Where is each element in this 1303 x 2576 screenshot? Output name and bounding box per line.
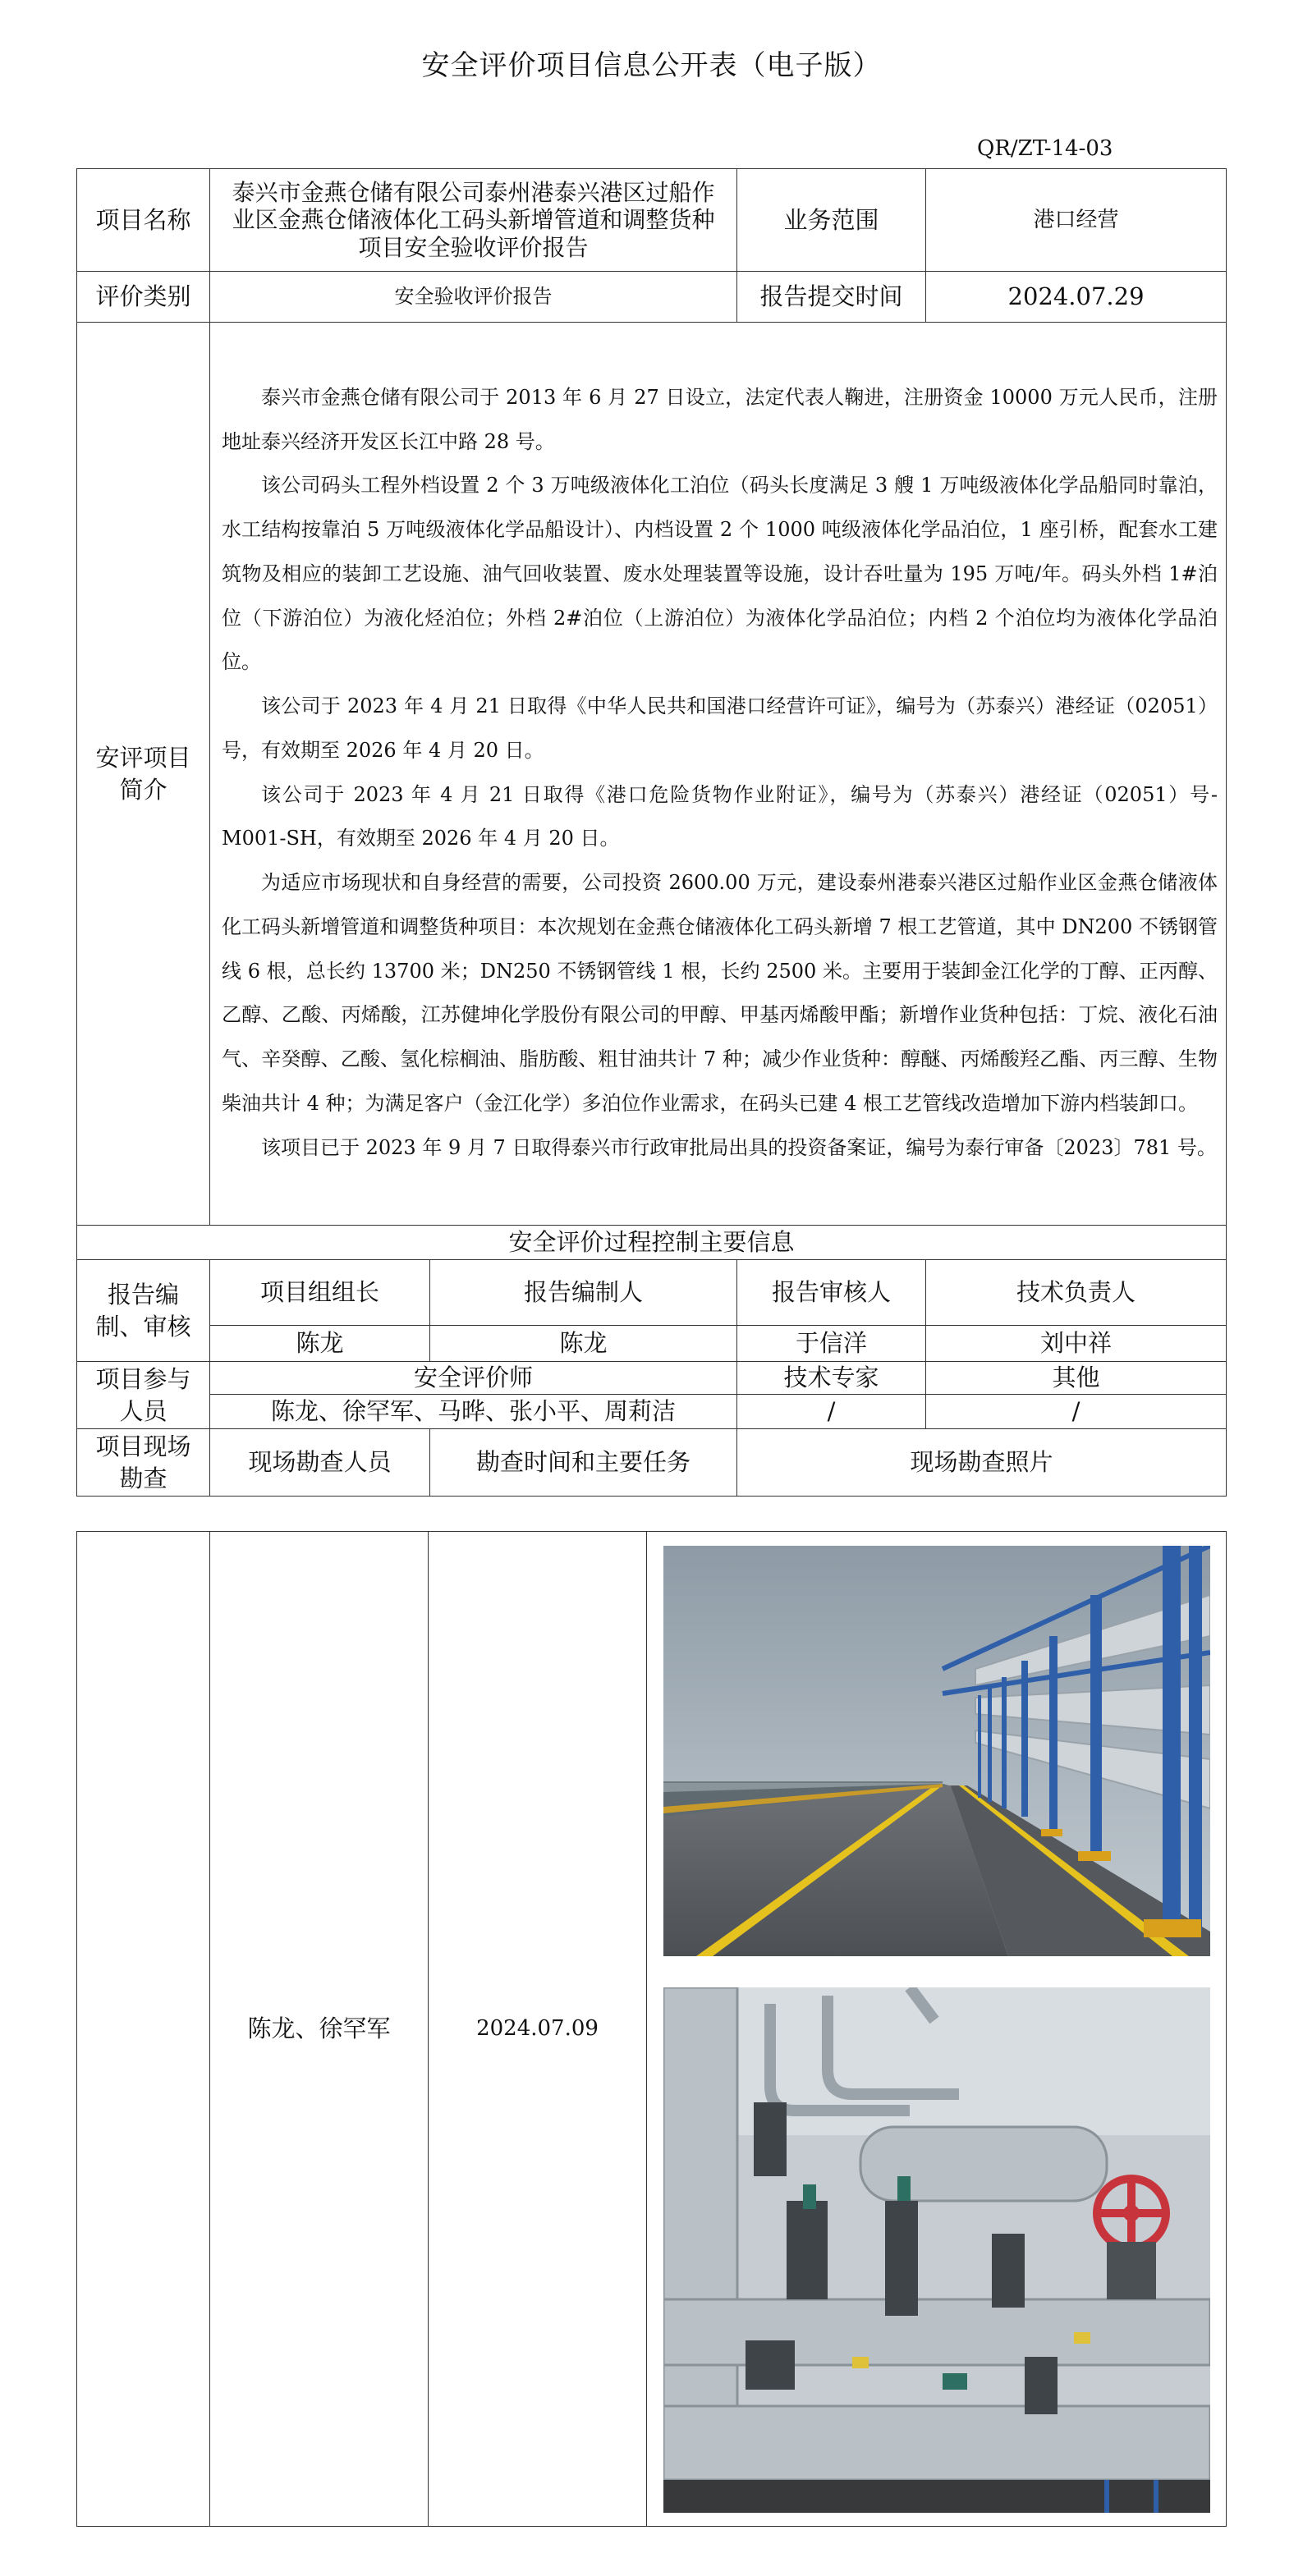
site-photos-label: 现场勘查照片 — [737, 1429, 1227, 1497]
evaluation-category-label: 评价类别 — [77, 272, 210, 323]
site-staff-label: 现场勘查人员 — [210, 1429, 430, 1497]
project-intro-text — [210, 323, 1227, 1226]
participants-label: 项目参与人员 — [77, 1362, 210, 1429]
intro-paragraph: 该公司码头工程外档设置 2 个 3 万吨级液体化工泊位（码头长度满足 3 艘 1 万吨级液体化学品船同时靠泊，水工结构按靠泊 5 万吨级液体化学品船设计）、内档设置 2 个 1000 吨级液体化学品泊位，1 座引桥，配套水工建筑物及相应的装卸工艺设施、油气回收装置、废水处理装置等设施，设计吞吐量为 195 万吨/年。码头外档 1#泊位（下游泊位）为液化烃泊位；外档 2#泊位（上游泊位）为液体化学品泊位；内档 2 个泊位均为液体化学品泊位。 — [222, 474, 1218, 674]
business-scope-value: 港口经营 — [926, 169, 1227, 272]
site-time-task-label: 勘查时间和主要任务 — [430, 1429, 737, 1497]
intro-paragraph: 该公司于 2023 年 4 月 21 日取得《中华人民共和国港口经营许可证》，编号为（苏泰兴）港经证（02051）号，有效期至 2026 年 4 月 20 日。 — [222, 694, 1218, 762]
team-leader-name: 陈龙 — [210, 1326, 430, 1362]
report-reviewer-name: 于信洋 — [737, 1326, 926, 1362]
process-section-title: 安全评价过程控制主要信息 — [77, 1226, 1227, 1260]
safety-evaluator-label: 安全评价师 — [210, 1362, 737, 1395]
role-technical-lead: 技术负责人 — [926, 1260, 1227, 1326]
site-survey-table — [76, 1531, 1227, 2527]
intro-paragraph: 为适应市场现状和自身经营的需要，公司投资 2600.00 万元，建设泰州港泰兴港区过船作业区金燕仓储液体化工码头新增管道和调整货种项目：本次规划在金燕仓储液体化工码头新增 7 根工艺管道，其中 DN200 不锈钢管线 6 根，总长约 13700 米；DN250 不锈钢管线 1 根，长约 2500 米。主要用于装卸金江化学的丁醇、正丙醇、乙醇、乙酸、丙烯酸，江苏健坤化学股份有限公司的甲醇、甲基丙烯酸甲酯；新增作业货种包括：丁烷、液化石油气、辛癸醇、乙酸、氢化棕榈油、脂肪酸、粗甘油共计 7 种；减少作业货种：醇醚、丙烯酸羟乙酯、丙三醇、生物柴油共计 4 种；为满足客户（金江化学）多泊位作业需求，在码头已建 4 根工艺管线改造增加下游内档装卸口。 — [222, 871, 1218, 1115]
document-title: 安全评价项目信息公开表（电子版） — [421, 49, 882, 82]
site-survey-blank-cell — [77, 1532, 210, 2527]
site-photos-cell — [647, 1532, 1227, 2527]
site-survey-label: 项目现场勘查 — [77, 1429, 210, 1497]
role-team-leader: 项目组组长 — [210, 1260, 430, 1326]
report-compiler-name: 陈龙 — [430, 1326, 737, 1362]
project-intro-label: 安评项目简介 — [77, 323, 210, 1226]
intro-paragraph: 该公司于 2023 年 4 月 21 日取得《港口危险货物作业附证》，编号为（苏泰兴）港经证（02051）号-M001-SH，有效期至 2026 年 4 月 20 日。 — [222, 782, 1218, 850]
pipe-rack-road-photo — [663, 1546, 1210, 1956]
other-value: / — [926, 1395, 1227, 1429]
project-name-label: 项目名称 — [77, 169, 210, 272]
intro-paragraph: 泰兴市金燕仓储有限公司于 2013 年 6 月 27 日设立，法定代表人鞠进，注册资金 10000 万元人民币，注册地址泰兴经济开发区长江中路 28 号。 — [222, 385, 1218, 453]
evaluation-category-value: 安全验收评价报告 — [210, 272, 737, 323]
report-submit-time-label: 报告提交时间 — [737, 272, 926, 323]
business-scope-label: 业务范围 — [737, 169, 926, 272]
project-info-table — [76, 168, 1227, 1497]
other-label: 其他 — [926, 1362, 1227, 1395]
role-report-compiler: 报告编制人 — [430, 1260, 737, 1326]
report-compile-review-label: 报告编制、审核 — [77, 1260, 210, 1362]
role-report-reviewer: 报告审核人 — [737, 1260, 926, 1326]
document-code: QR/ZT-14-03 — [977, 136, 1113, 161]
technical-expert-label: 技术专家 — [737, 1362, 926, 1395]
report-submit-time-value: 2024.07.29 — [926, 272, 1227, 323]
technical-lead-name: 刘中祥 — [926, 1326, 1227, 1362]
intro-paragraph: 该项目已于 2023 年 9 月 7 日取得泰兴市行政审批局出具的投资备案证，编号为泰行审备〔2023〕781 号。 — [261, 1135, 1217, 1159]
site-staff-value: 陈龙、徐罕军 — [210, 1532, 429, 2527]
valve-pipework-photo — [663, 1987, 1210, 2513]
technical-expert-value: / — [737, 1395, 926, 1429]
safety-evaluator-names: 陈龙、徐罕军、马晔、张小平、周莉洁 — [210, 1395, 737, 1429]
project-name-value: 泰兴市金燕仓储有限公司泰州港泰兴港区过船作业区金燕仓储液体化工码头新增管道和调整货种项目安全验收评价报告 — [210, 169, 737, 272]
site-date-value: 2024.07.09 — [429, 1532, 647, 2527]
